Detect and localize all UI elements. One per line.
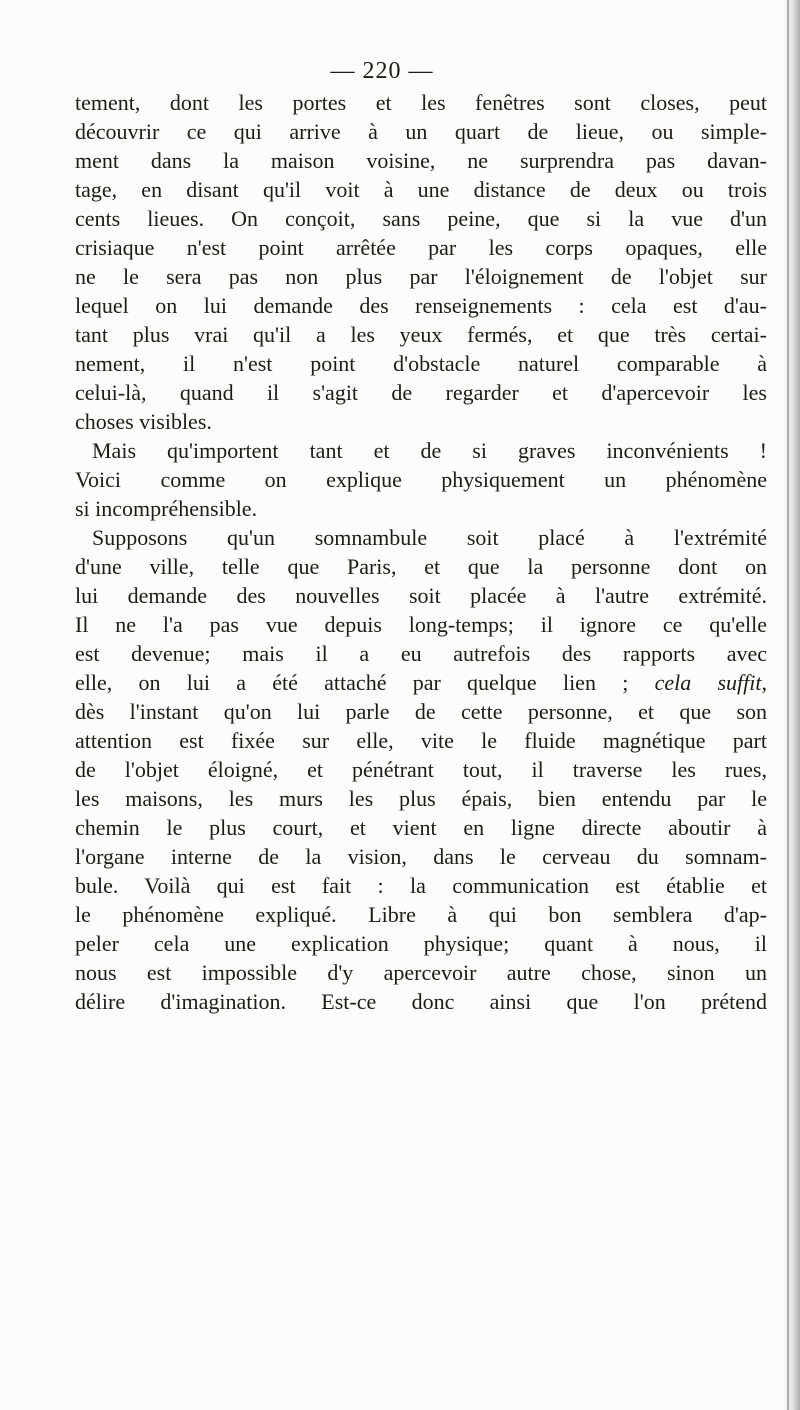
- text-line: lequel on lui demande des renseignements : cela est d'au-: [75, 293, 767, 318]
- text-line: nement, il n'est point d'obstacle naturel comparable à: [75, 351, 767, 376]
- text-line: tant plus vrai qu'il a les yeux fermés, et que très certai-: [75, 322, 767, 347]
- text-line: attention est fixée sur elle, vite le fluide magnétique part: [75, 728, 767, 753]
- page-number: — 220 —: [330, 58, 434, 84]
- text-line: bule. Voilà qui est fait : la communication est établie et: [75, 873, 767, 898]
- text-line: peler cela une explication physique; quant à nous, il: [75, 931, 767, 956]
- text-line: lui demande des nouvelles soit placée à l'autre extrémité.: [75, 583, 767, 608]
- text-line: Voici comme on explique physiquement un phénomène: [75, 467, 767, 492]
- line-segment: elle, on lui a été attaché par quelque lien ;: [75, 670, 655, 695]
- text-line: Il ne l'a pas vue depuis long-temps; il ignore ce qu'elle: [75, 612, 767, 637]
- paragraph-end-line: choses visibles.: [75, 409, 212, 434]
- text-line: le phénomène expliqué. Libre à qui bon semblera d'ap-: [75, 902, 767, 927]
- text-line: dès l'instant qu'on lui parle de cette personne, et que son: [75, 699, 767, 724]
- text-line: ment dans la maison voisine, ne surprendra pas davan-: [75, 148, 767, 173]
- text-line: crisiaque n'est point arrêtée par les corps opaques, elle: [75, 235, 767, 260]
- text-line: de l'objet éloigné, et pénétrant tout, il traverse les rues,: [75, 757, 767, 782]
- body-text: [75, 88, 767, 1016]
- text-line: celui-là, quand il s'agit de regarder et d'apercevoir les: [75, 380, 767, 405]
- text-line: d'une ville, telle que Paris, et que la personne dont on: [75, 554, 767, 579]
- italic-phrase: cela suffit: [654, 670, 762, 695]
- text-line: l'organe interne de la vision, dans le cerveau du somnam-: [75, 844, 767, 869]
- text-line: ne le sera pas non plus par l'éloignement de l'objet sur: [75, 264, 767, 289]
- paragraph-start-line: Supposons qu'un somnambule soit placé à l'extrémité: [92, 525, 767, 550]
- line-segment: ,: [761, 670, 767, 695]
- text-line: tement, dont les portes et les fenêtres sont closes, peut: [75, 90, 767, 115]
- text-line: tage, en disant qu'il voit à une distance de deux ou trois: [75, 177, 767, 202]
- text-line: découvrir ce qui arrive à un quart de lieue, ou simple-: [75, 119, 767, 144]
- text-line: cents lieues. On conçoit, sans peine, que si la vue d'un: [75, 206, 767, 231]
- text-line: est devenue; mais il a eu autrefois des rapports avec: [75, 641, 767, 666]
- text-line-with-italic: [75, 668, 767, 697]
- text-line: les maisons, les murs les plus épais, bien entendu par le: [75, 786, 767, 811]
- page-edge-line: [787, 0, 789, 1410]
- text-line: chemin le plus court, et vient en ligne directe aboutir à: [75, 815, 767, 840]
- text-line: délire d'imagination. Est-ce donc ainsi que l'on prétend: [75, 989, 767, 1014]
- paragraph-end-line: si incompréhensible.: [75, 496, 258, 521]
- text-line: nous est impossible d'y apercevoir autre chose, sinon un: [75, 960, 767, 985]
- paragraph-start-line: Mais qu'importent tant et de si graves inconvénients !: [92, 438, 767, 463]
